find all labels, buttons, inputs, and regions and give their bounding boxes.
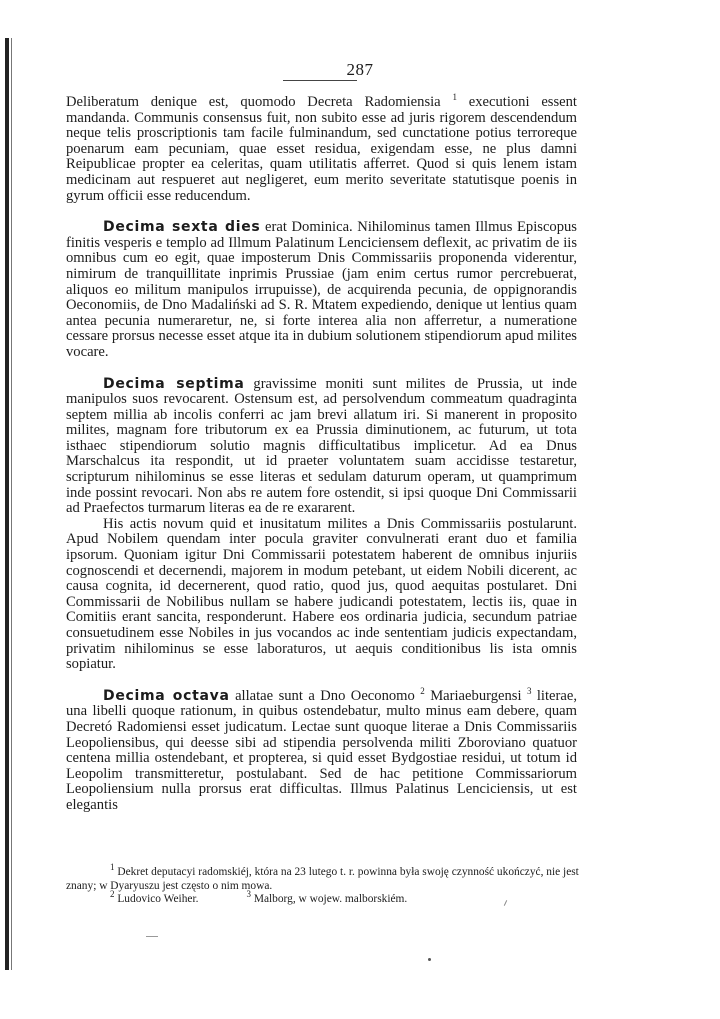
binding-edge [5,38,9,970]
scan-mark [146,936,158,937]
paragraph-4: His actis novum quid et inusitatum milites a Dnis Commissariis postularunt. Apud Nobilem quendam inter pocula graviter convulnerati erant duo et familia ipsorum. Quoniam igitur Dni Commissarii potestatem haberent de omnibus injuriis cognoscendi et decernendi, majorem in modum petebant, ut eidem Nobili dicerent, ac causa cognita, id decernerent, quod ratio, quod jus, quod aequitas postularet. Dni Commissarii de Nobilibus nullam se habere judicandi potestatem, lectis iis, quae in Comitiis erant sancita, responderunt. Habere eos ordinaria judicia, secundum patriae consuetudinem esse Nobiles in jus vocandos ac inde sententiam judicis expectandam, privatim nihilominus se esse laboraturos, ut aequis conditionibus lis ista omnis sopiatur. [66,515,577,673]
section-heading-decima-septima: Decima septima [103,375,245,392]
footnote-ref-1: 1 [452,92,457,103]
section-heading-decima-sexta: Decima sexta dies [103,219,261,236]
scan-dot [428,958,431,961]
footnote-ref-3: 3 [526,685,532,696]
footnote-1: $^1$ Dekret deputacyi radomskiéj, która na 23 lutego t. r. powinna była swoję czynność ukończyć, nie jest znany; w Dyaryuszu jest często o nim mowa. [66,862,579,892]
footnote-2-3: $^2$ Ludovico Weiher. $^3$ Malborg, w wojew. malborskiém. [110,889,408,906]
paragraph-3: Decima septima gravissime moniti sunt milites de Prussia, ut inde manipulos suos revocarent. Ostensum est, ad persolvendum commeatum quadraginta septem millia ab incolis conferri ac jam brevi allatum iri. Si manerent in proposito milites, magnam fore tributorum ex ea Prussia diminutionem, ac futurum, ut tota isthaec stipendiorum solutio magnis difficultatibus implicetur. Ad ea Dnus Marschalcus ita respondit, ut id praeter voluntatem suam accidisse testaretur, scripturum nihilominus se esse literas et sedulam daturum operam, ut quamprimum inde possint revocari. Non abs re autem fore ostendit, si ipsi quoque Dni Commissarii ad Praefectos turmarum literas ea de re exararent. [66,375,577,517]
footnotes [66,862,596,907]
paragraph-1: Deliberatum denique est, quomodo Decreta Radomiensia $^1$ executioni essent mandanda. Communis consensus fuit, non subito esse ad juris rigorem descendendum neque telis proscriptionis tam facile fulminandum, sed cunctatione potius terroreque poenarum eam pecuniam, quae esset residua, exigendam esse, ne plus damni Reipublicae propter ea celeritas, quam utilitatis afferret. Quod si quis lenem istam medicinam aut respueret aut negligeret, eum merito severitate statutisque poenis in gyrum officii esse reducendum. [66,92,577,204]
main-text [66,92,577,814]
page-number-rule [283,80,357,81]
paragraph-2: Decima sexta dies erat Dominica. Nihilominus tamen Illmus Episcopus finitis vesperis e templo ad Illmum Palatinum Lenciciensem deflexit, ac privatim de iis omnibus cum eo egit, quae imposterum Dnis Commissariis proponenda viderentur, nimirum de tranquillitate inprimis Prussiae (jam enim certus rumor percrebuerat, aliquos eo militum manipulos irrupuisse), de acquirenda pecunia, de oppignorandis Oeconomiis, de Dno Madaliński ad S. R. Mtatem expediendo, denique ut lentius quam antea pecunia numeraretur, ne, si forte interea alia non afferretur, a numeratione cessare prorsus necesse esset atque ita in dubium solutionem stipendiorum apud milites vocare. [66,219,577,360]
section-heading-decima-octava: Decima octava [103,687,230,704]
footnote-ref-2: 2 [420,685,425,696]
footnote-3: $^3$ Malborg, w wojew. malborskiém. [246,889,408,906]
paragraph-5: Decima octava allatae sunt a Dno Oeconomo $^2$ Mariaeburgensi $^3$ literae, una libelli quoque rationum, in quibus ostendebatur, multo minus eam debere, quam Decretó Radomiensi esset judicatum. Lectae sunt quoque literae a Dnis Commissariis Leopoliensibus, qui deesse sibi ad stipendia persolvenda militi Zboroviano quatuor centena millia ostendebant, et propterea, si quid esset Bydgostiae residui, ut totum id Leopolim transmitteretur, postulabant. Sed de hac petitione Commissariorum Leopoliensium nulla prorsus erat difficultas. Illmus Palatinus Lenciciensis, ut est elegantis [66,685,577,813]
page-number: 287 [346,60,374,79]
binding-edge-shadow [11,38,12,970]
